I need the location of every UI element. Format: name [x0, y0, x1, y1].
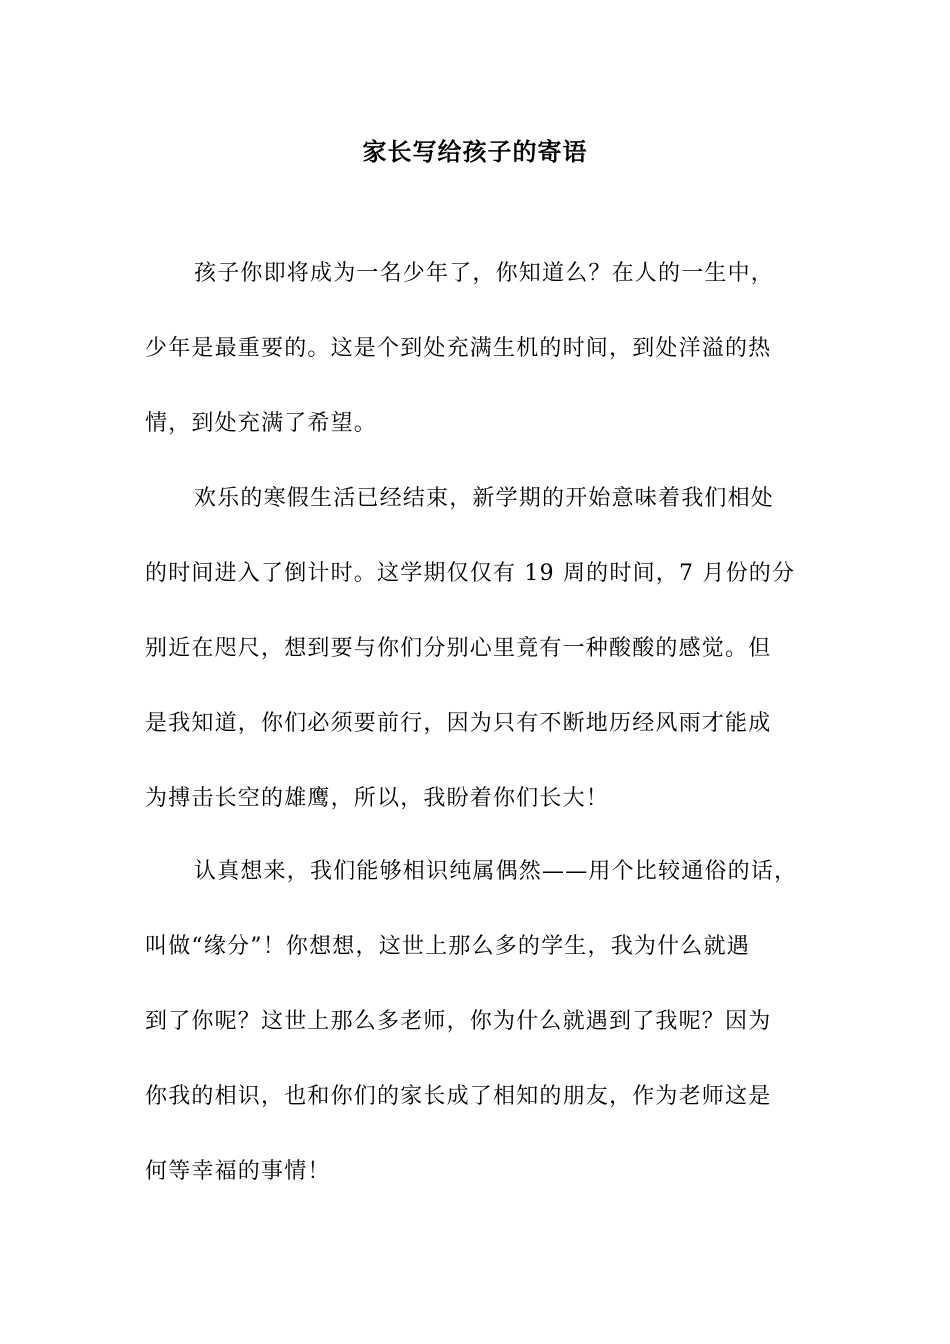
paragraph-3-line-2: 叫做“缘分”！你想想，这世上那么多的学生，我为什么就遇 — [145, 934, 750, 959]
paragraph-1-line-3: 情，到处充满了希望。 — [145, 411, 378, 436]
paragraph-3-line-5: 何等幸福的事情！ — [145, 1159, 331, 1184]
paragraph-2-line-3: 别近在咫尺，想到要与你们分别心里竟有一种酸酸的感觉。但 — [145, 636, 772, 661]
paragraph-2-line-2: 的时间进入了倒计时。这学期仅仅有 19 周的时间，7 月份的分 — [145, 561, 796, 586]
paragraph-2-line-5: 为搏击长空的雄鹰，所以，我盼着你们长大！ — [145, 786, 610, 811]
paragraph-1-line-2: 少年是最重要的。这是个到处充满生机的时间，到处洋溢的热 — [145, 336, 772, 361]
paragraph-3-line-4: 你我的相识，也和你们的家长成了相知的朋友，作为老师这是 — [145, 1084, 772, 1109]
paragraph-2-line-4: 是我知道，你们必须要前行，因为只有不断地历经风雨才能成 — [145, 711, 772, 736]
paragraph-1-line-1: 孩子你即将成为一名少年了，你知道么？在人的一生中， — [194, 261, 775, 286]
paragraph-3-line-3: 到了你呢？这世上那么多老师，你为什么就遇到了我呢？因为 — [145, 1009, 772, 1034]
document-title: 家长写给孩子的寄语 — [362, 137, 588, 166]
paragraph-2-line-1: 欢乐的寒假生活已经结束，新学期的开始意味着我们相处 — [194, 486, 775, 511]
paragraph-3-line-1: 认真想来，我们能够相识纯属偶然——用个比较通俗的话， — [194, 859, 798, 884]
